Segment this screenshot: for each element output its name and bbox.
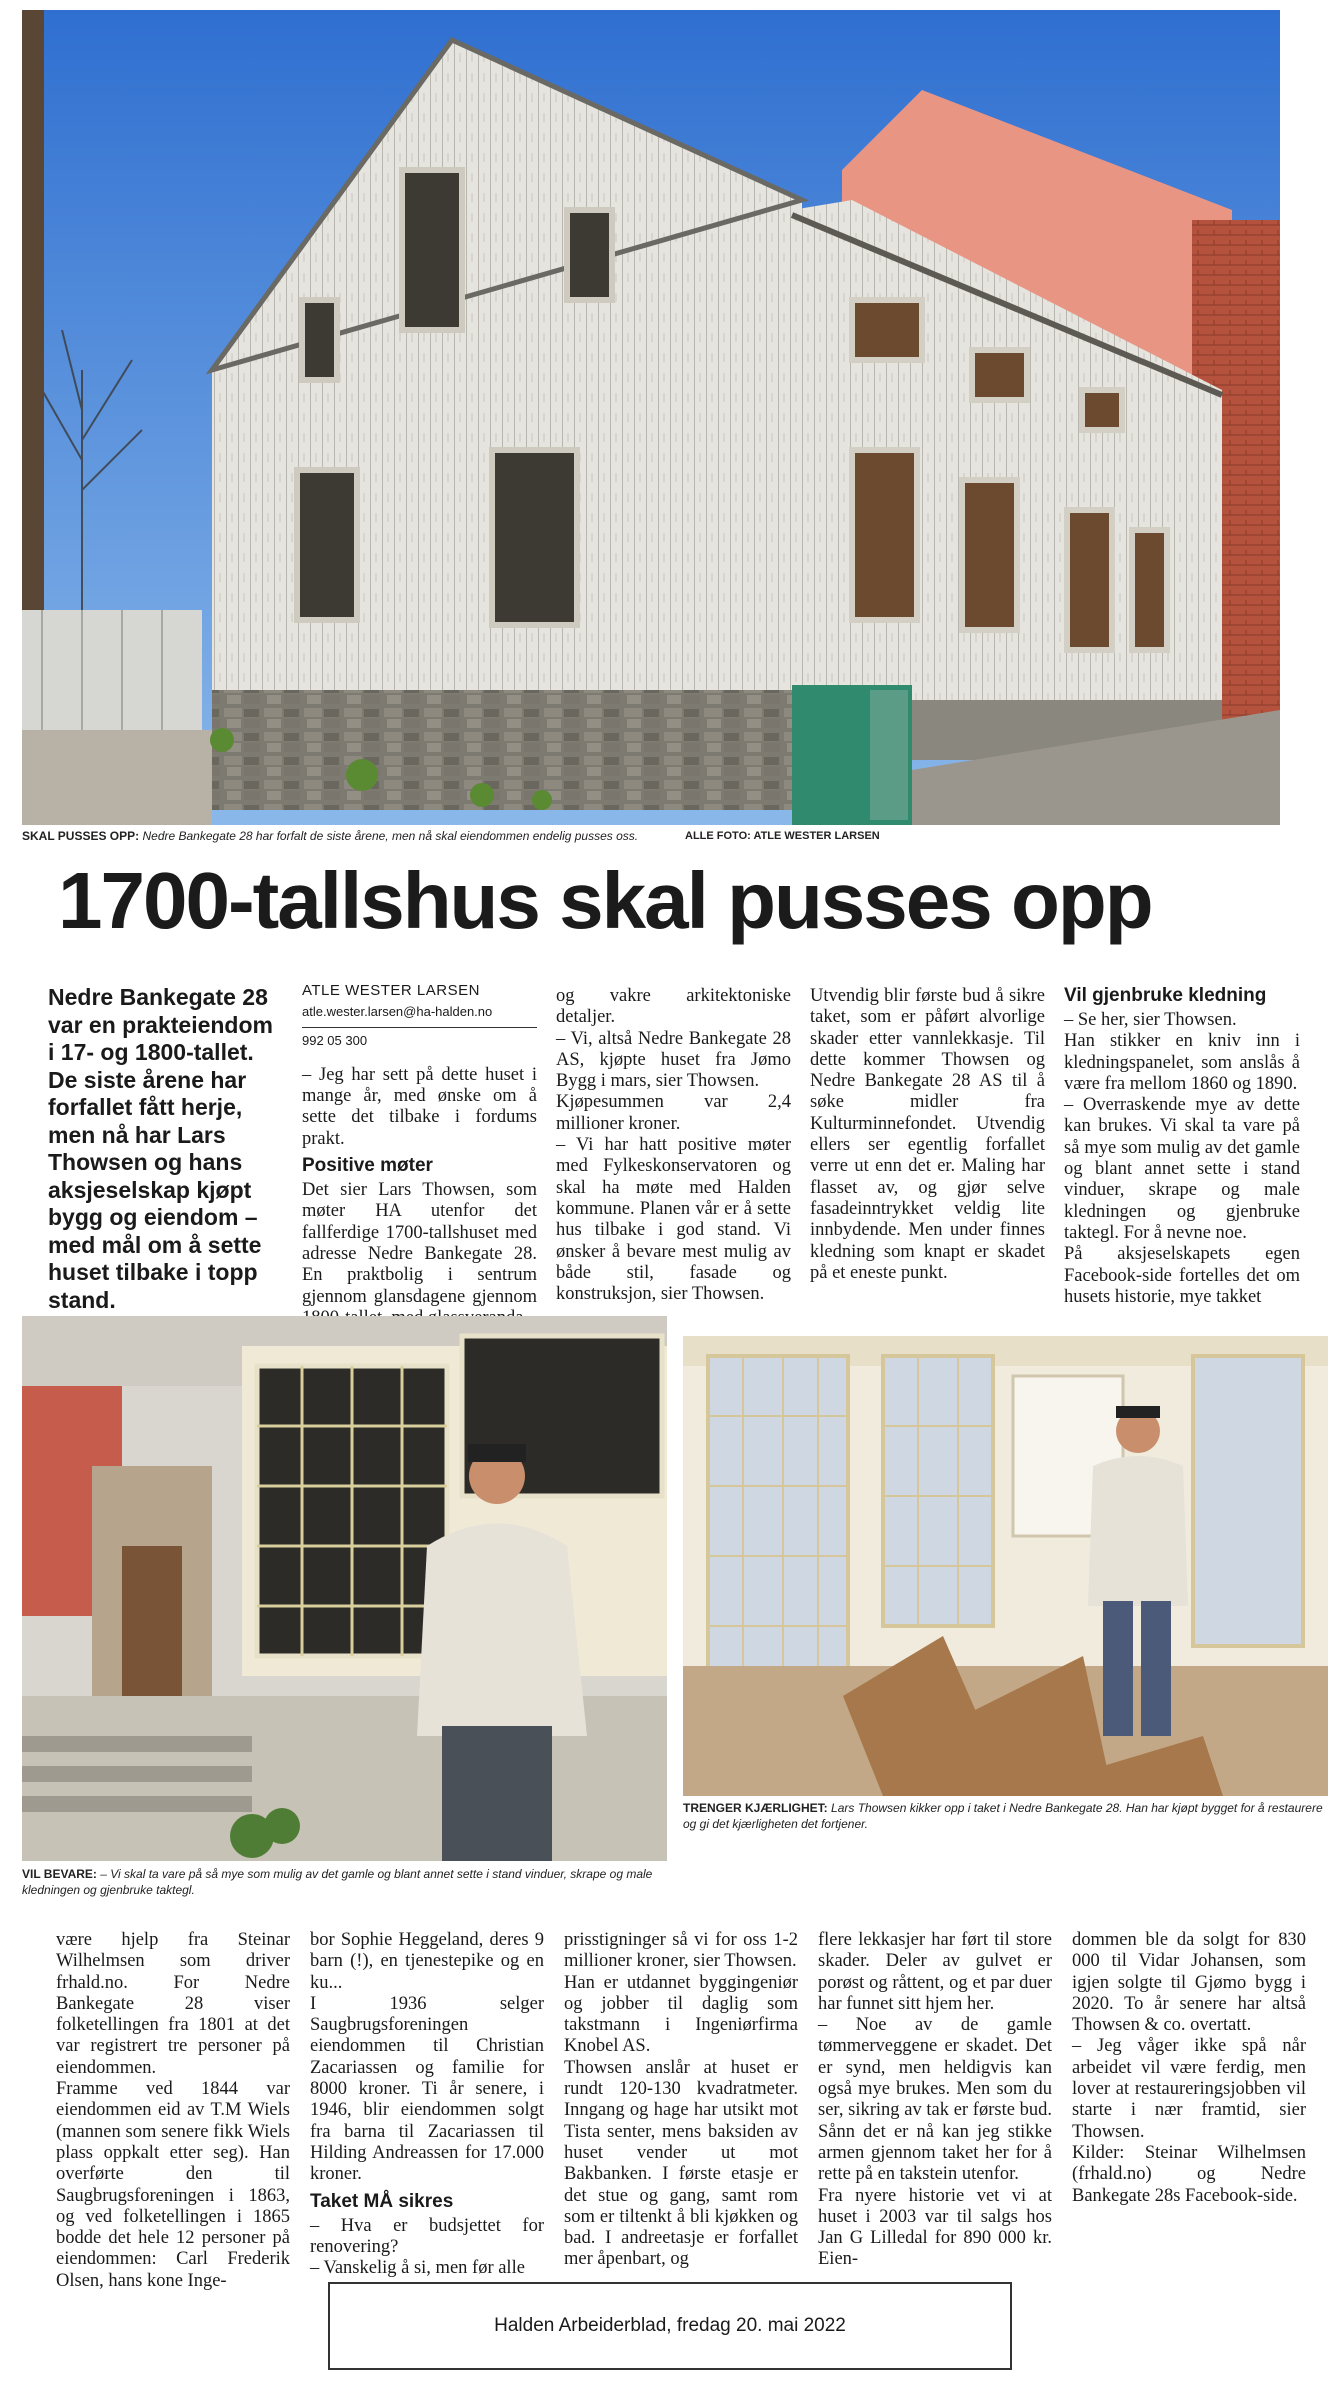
upper-column-5 (1064, 980, 1300, 1308)
paragraph: Han er utdannet byggingeniør og jobber til daglig som takstmann i Ingeniørfirma Knobel AS. (564, 1972, 798, 2057)
lower-column-1 (56, 1930, 290, 2292)
subhead: Positive møter (302, 1155, 433, 1177)
paragraph: og vakre arkitektoniske detaljer. (556, 986, 791, 1028)
house-illustration (22, 10, 1280, 825)
paragraph: være hjelp fra Steinar Wilhelmsen som driver frhald.no. For Nedre Bankegate 28 viser folketellingen fra 1801 at det var registrert tre personer på eiendommen. (56, 1930, 290, 2078)
lower-column-4 (818, 1930, 1052, 2271)
lower-column-5 (1072, 1930, 1306, 2207)
paragraph: – Noe av de gamle tømmerveggene er skadet. Det er synd, men heldigvis kan også mye brukes. Men som du ser, sikring av tak er første bud. Sånn det er nå kan jeg stikke armen gjennom taket her for å rette på en takstein utenfor. (818, 2015, 1052, 2185)
byline-email[interactable]: atle.wester.larsen@ha-halden.no (302, 1004, 493, 1020)
caption-text: Lars Thowsen kikker opp i taket i Nedre Bankegate 28. Han har kjøpt bygget for å restaurere og gi det kjærligheten det fortjener. (683, 1801, 1323, 1831)
byline-name: ATLE WESTER LARSEN (302, 982, 480, 999)
paragraph: Han stikker en kniv inn i kledningspanelet, som anslås å være fra mellom 1860 og 1890. (1064, 1031, 1300, 1094)
interior-photo (683, 1336, 1328, 1796)
house-photo (22, 10, 1280, 825)
interior-illustration (683, 1336, 1328, 1796)
paragraph: Utvendig blir første bud å sikre taket, som er påført alvorlige skader etter vannlekkasje. Til dette kommer Thowsen og Nedre Bankegate 28 AS til å søke midler fra Kulturminnefondet. Utvendig ellers ser egentlig forfallet verre ut enn det er. Maling har flasset av, og gjør selve fasadeinntrykket veldig lite innbydende. Men under finnes kledning som knapt er skadet på et eneste punkt. (810, 986, 1045, 1283)
headline: 1700-tallshus skal pusses opp (58, 856, 1152, 945)
caption-lead: VIL BEVARE: (22, 1867, 97, 1881)
paragraph: Framme ved 1844 var eiendommen eid av T.M Wiels (mannen som senere fikk Wiels plass oppkalt etter seg). Han overførte den til Saugbrugsforeningen i 1863, og ved folketellingen i 1865 bodde det hele 12 personer på eiendommen: Carl Frederik Olsen, hans kone Inge- (56, 2079, 290, 2291)
interior-caption (683, 1800, 1328, 1832)
paragraph: – Vanskelig å si, men før alle (310, 2258, 525, 2279)
paragraph: dommen ble da solgt for 830 000 til Vidar Johansen, som igjen solgte til Gjømo bygg i 2020. To år senere har altså Thowsen & co. overtatt. (1072, 1930, 1306, 2036)
lower-column-2 (310, 1930, 544, 2279)
lower-column-3 (564, 1930, 798, 2271)
paragraph: Kilder: Steinar Wilhelmsen (frhald.no) og Nedre Bankegate 28s Facebook-side. (1072, 2142, 1306, 2206)
ingress: Nedre Bankegate 28 var en prakteiendom i 17- og 1800-tallet. De siste årene har forfallet fått herje, men nå har Lars Thowsen og hans aksjeselskap kjøpt bygg og eiendom – med mål om å sette huset tilbake i topp stand. (48, 984, 273, 1313)
subhead: Vil gjenbruke kledning (1064, 985, 1267, 1006)
paragraph: På aksjeselskapets egen Facebook-side fortelles det om husets historie, mye takket (1064, 1244, 1300, 1307)
byline-phone: 992 05 300 (302, 1032, 368, 1048)
upper-column-3 (556, 986, 791, 1305)
paragraph: Fra nyere historie vet vi at huset i 2003 var til salgs hos Jan G Lilledal for 890 000 kr. Eien- (818, 2185, 1052, 2270)
paragraph: – Jeg har sett på dette huset i mange år, med ønske om å sette det tilbake i fordums prakt. (302, 1064, 537, 1149)
paragraph: prisstigninger så vi for oss 1-2 millioner kroner, sier Thowsen. (564, 1930, 798, 1972)
paragraph: bor Sophie Heggeland, deres 9 barn (!), en tjenestepike og en ku... (310, 1930, 544, 1993)
caption-lead: TRENGER KJÆRLIGHET: (683, 1801, 828, 1815)
paragraph: – Jeg våger ikke spå når arbeidet vil være ferdig, men lover at restaureringsjobben vil starte i nær framtid, sier Thowsen. (1072, 2036, 1306, 2142)
caption-text: Nedre Bankegate 28 har forfalt de siste årene, men nå skal eiendommen endelig pusses oss. (142, 829, 639, 843)
paragraph: Det sier Lars Thowsen, som møter HA utenfor det fallferdige 1700-tallshuset med adresse Nedre Bankegate 28. En praktbolig i sentrum gjennom glansdagene gjennom (302, 1180, 537, 1307)
veranda-illustration (22, 1316, 667, 1861)
veranda-caption (22, 1866, 662, 1898)
subhead: Taket MÅ sikres (310, 2190, 454, 2212)
paragraph: I 1936 selger Saugbrugsforeningen eiendommen til Christian Zacariassen og familie for 8000 kroner. Ti år senere, i 1946, blir eiendommen solgt fra barna til Zacariassen til Hilding Andreassen for 17.000 kroner. (310, 1993, 544, 2185)
top-photo-caption (22, 828, 672, 844)
upper-column-4 (810, 986, 1045, 1284)
photo-credit: ALLE FOTO: ATLE WESTER LARSEN (685, 830, 880, 842)
paragraph: – Se her, sier Thowsen. (1064, 1010, 1237, 1030)
paragraph: flere lekkasjer har ført til store skader. Deler av gulvet er porøst og råttent, og et par duer har funnet sitt hjem her. (818, 1930, 1052, 2014)
caption-lead: SKAL PUSSES OPP: (22, 829, 140, 843)
paragraph: – Vi har hatt positive møter med Fylkeskonservatoren og skal ha møte med Halden kommune. Planen vår er å sette hus tilbake i god stand. Vi ønsker å bevare mest mulig av både stil, fasade og konstruksjon, sier Thowsen. (556, 1135, 791, 1305)
paragraph: Thowsen anslår at huset er rundt 120-130 kvadratmeter. Inngang og hage har utsikt mot Tista senter, mens baksiden av huset vender ut mot Bakbanken. I første etasje er det stue og gang, samt rom som er tiltenkt å bli kjøkken og bad. I andreetasje er forfallet mer åpenbart, og (564, 2057, 798, 2270)
paragraph: – Hva er budsjettet for renovering? (310, 2215, 544, 2257)
upper-column-2 (302, 980, 537, 1329)
paragraph: Kjøpesummen var 2,4 millioner kroner. (556, 1092, 791, 1134)
veranda-photo (22, 1316, 667, 1861)
paragraph: – Vi, altså Nedre Bankegate 28 AS, kjøpte huset fra Jømo Bygg i mars, sier Thowsen. (556, 1028, 791, 1092)
caption-text: – Vi skal ta vare på så mye som mulig av det gamle og blant annet sette i stand vinduer, skrape og male kledningen og gjenbruke taktegl. (22, 1867, 653, 1897)
paragraph: – Overraskende mye av dette kan brukes. Vi skal ta vare på så mye som mulig av det gamle og blant annet sette i stand vinduer, skrape og male kledningen og gjenbruke taktegl. For å nevne noe. (1064, 1095, 1300, 1243)
publication-footer: Halden Arbeiderblad, fredag 20. mai 2022 (328, 2282, 1012, 2370)
